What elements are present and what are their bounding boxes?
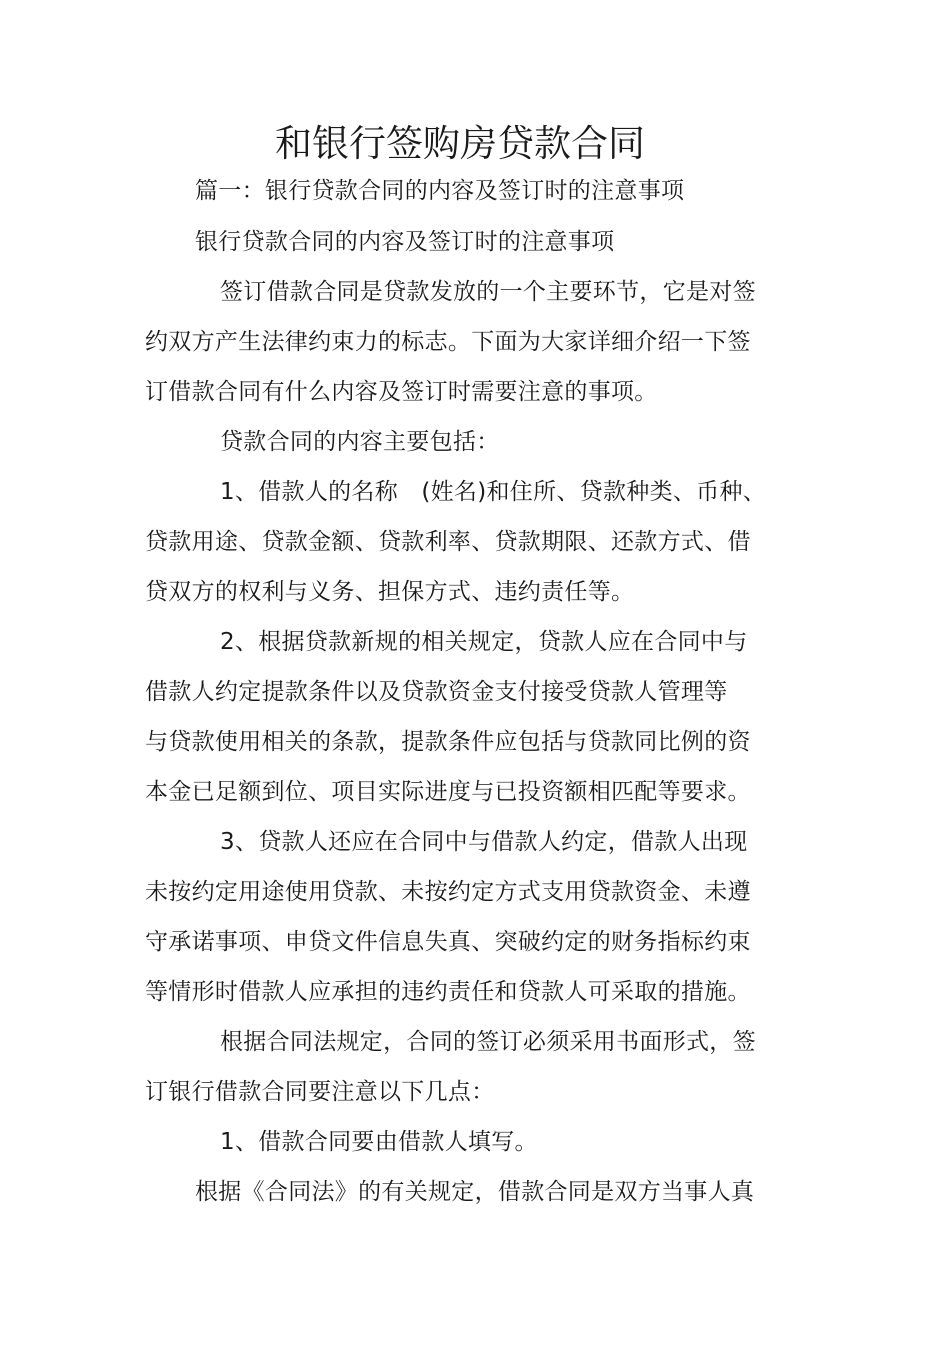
paragraph-line: 贷款合同的内容主要包括： xyxy=(220,429,500,455)
paragraph-line: 订银行借款合同要注意以下几点： xyxy=(145,1079,495,1105)
paragraph-line: 签订借款合同是贷款发放的一个主要环节，它是对签 xyxy=(220,279,756,305)
paragraph-line: 本金已足额到位、项目实际进度与已投资额相匹配等要求。 xyxy=(145,779,751,805)
paragraph-line: 贷双方的权利与义务、担保方式、违约责任等。 xyxy=(145,579,635,605)
paragraph-line: 根据合同法规定，合同的签订必须采用书面形式，签 xyxy=(220,1029,756,1055)
paragraph-line: 根据《合同法》的有关规定，借款合同是双方当事人真 xyxy=(195,1179,755,1205)
paragraph-line: 与贷款使用相关的条款，提款条件应包括与贷款同比例的资 xyxy=(145,729,751,755)
subheading: 银行贷款合同的内容及签订时的注意事项 xyxy=(195,229,615,255)
document-title: 和银行签购房贷款合同 xyxy=(275,122,645,165)
paragraph-line: 1、借款合同要由借款人填写。 xyxy=(220,1129,538,1155)
paragraph-line: 2、根据贷款新规的相关规定，贷款人应在合同中与 xyxy=(220,629,748,655)
paragraph-line: 贷款用途、贷款金额、贷款利率、贷款期限、还款方式、借 xyxy=(145,529,751,555)
paragraph-line: 3、贷款人还应在合同中与借款人约定，借款人出现 xyxy=(220,829,748,855)
paragraph-line: 守承诺事项、申贷文件信息失真、突破约定的财务指标约束 xyxy=(145,929,751,955)
paragraph-line: 未按约定用途使用贷款、未按约定方式支用贷款资金、未遵 xyxy=(145,879,751,905)
paragraph-line: 等情形时借款人应承担的违约责任和贷款人可采取的措施。 xyxy=(145,979,751,1005)
paragraph-line: 借款人约定提款条件以及贷款资金支付接受贷款人管理等 xyxy=(145,679,728,705)
paragraph-line: 约双方产生法律约束力的标志。下面为大家详细介绍一下签 xyxy=(145,329,751,355)
paragraph-line: 1、借款人的名称 (姓名)和住所、贷款种类、币种、 xyxy=(220,479,767,505)
section-heading: 篇一：银行贷款合同的内容及签订时的注意事项 xyxy=(195,178,685,204)
paragraph-line: 订借款合同有什么内容及签订时需要注意的事项。 xyxy=(145,379,658,405)
